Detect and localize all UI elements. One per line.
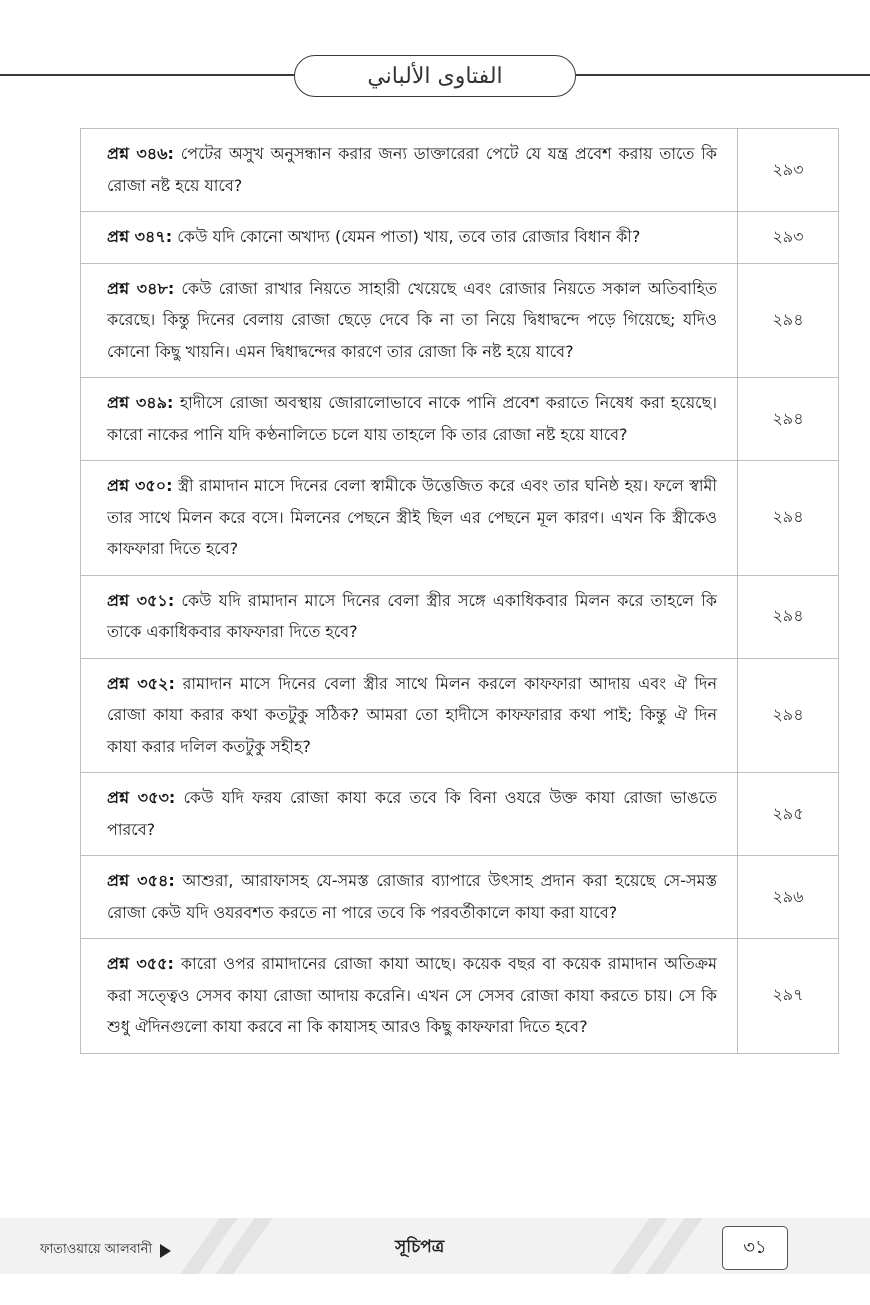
question-label: প্রশ্ন ৩৫৫: (107, 954, 174, 973)
footer-book-title-group (40, 1240, 171, 1261)
question-label: প্রশ্ন ৩৫৩: (107, 788, 176, 807)
page-footer (0, 1218, 870, 1288)
toc-page-cell: ২৯৪ (738, 378, 839, 461)
question-text: কেউ রোজা রাখার নিয়তে সাহারী খেয়েছে এবং রোজার নিয়তে সকাল অতিবাহিত করেছে। কিন্তু দিনের বেলায় রোজা ছেড়ে দেবে কি না তা নিয়ে দ্বিধাদ্বন্দে পড়ে গিয়েছে; যদিও কোনো কিছু খায়নি। এমন দ্বিধাদ্বন্দের কারণে তার রোজা কি নষ্ট হয়ে যাবে? (107, 278, 717, 361)
toc-question-cell (81, 212, 738, 264)
question-text: কেউ যদি কোনো অখাদ্য (যেমন পাতা) খায়, তবে তার রোজার বিধান কী? (177, 227, 641, 246)
toc-page-cell: ২৯৬ (738, 856, 839, 939)
question-text: হাদীসে রোজা অবস্থায় জোরালোভাবে নাকে পানি প্রবেশ করাতে নিষেধ করা হয়েছে। কারো নাকের পানি যদি কণ্ঠনালিতে চলে যায় তাহলে কি তার রোজা নষ্ট হয়ে যাবে? (107, 393, 717, 444)
toc-row (81, 939, 839, 1054)
question-label: প্রশ্ন ৩৪৮: (107, 278, 175, 298)
question-label: প্রশ্ন ৩৫২: (107, 673, 175, 693)
question-label: প্রশ্ন ৩৪৬: (107, 144, 174, 163)
question-text: কেউ যদি রামাদান মাসে দিনের বেলা স্ত্রীর সঙ্গে একাধিকবার মিলন করে তাহলে কি তাকে একাধিকবার কাফফারা দিতে হবে? (107, 590, 717, 641)
toc-page-cell: ২৯৩ (738, 212, 839, 264)
toc-question-cell (81, 773, 738, 856)
footer-book-title: ফাতাওয়ায়ে আলবানী (40, 1242, 153, 1257)
toc-question-cell (81, 378, 738, 461)
toc-question-cell (81, 575, 738, 658)
toc-page-cell: ২৯৭ (738, 939, 839, 1054)
footer-section-title: সূচিপত্র (395, 1237, 445, 1257)
play-arrow-icon (160, 1244, 171, 1258)
toc-row (81, 461, 839, 576)
toc-row (81, 129, 839, 212)
toc-page-cell: ২৯৩ (738, 129, 839, 212)
toc-question-cell (81, 263, 738, 378)
question-label: প্রশ্ন ৩৫১: (107, 590, 175, 610)
toc-question-cell (81, 939, 738, 1054)
header-rule-right (576, 74, 870, 76)
toc-question-cell (81, 461, 738, 576)
toc-page-cell: ২৯৪ (738, 658, 839, 773)
header-title: الفتاوى الألباني (367, 63, 503, 89)
question-text: পেটের অসুখ অনুসন্ধান করার জন্য ডাক্তারেরা পেটে যে যন্ত্র প্রবেশ করায় তাতে কি রোজা নষ্ট হয়ে যাবে? (107, 144, 717, 195)
toc-table (80, 128, 839, 1054)
question-label: প্রশ্ন ৩৪৭: (107, 227, 173, 246)
question-text: আশুরা, আরাফাসহ যে-সমস্ত রোজার ব্যাপারে উৎসাহ প্রদান করা হয়েছে সে-সমস্ত রোজা কেউ যদি ওযরবশত করতে না পারে তবে কি পরবর্তীকালে কাযা করা যাবে? (107, 871, 717, 922)
question-label: প্রশ্ন ৩৫০: (107, 476, 173, 495)
toc-page-cell: ২৯৪ (738, 263, 839, 378)
toc-page-cell: ২৯৫ (738, 773, 839, 856)
toc-question-cell (81, 856, 738, 939)
toc-row (81, 658, 839, 773)
toc-row (81, 575, 839, 658)
question-label: প্রশ্ন ৩৫৪: (107, 871, 175, 890)
toc-row (81, 212, 839, 264)
toc-row (81, 856, 839, 939)
toc-question-cell (81, 129, 738, 212)
toc-row (81, 263, 839, 378)
toc-row (81, 378, 839, 461)
question-label: প্রশ্ন ৩৪৯: (107, 393, 174, 412)
question-text: কেউ যদি ফরয রোজা কাযা করে তবে কি বিনা ওযরে উক্ত কাযা রোজা ভাঙতে পারবে? (107, 788, 718, 839)
header-badge (294, 55, 576, 97)
question-text: কারো ওপর রামাদানের রোজা কাযা আছে। কয়েক বছর বা কয়েক রামাদান অতিক্রম করা সত্ত্বেও সেসব কাযা রোজা আদায় করেনি। এখন সে সেসব রোজা কাযা করতে চায়। সে কি শুধু ঐদিনগুলো কাযা করবে না কি কাযাসহ আরও কিছু কাফফারা দিতে হবে? (107, 954, 717, 1036)
question-text: রামাদান মাসে দিনের বেলা স্ত্রীর সাথে মিলন করলে কাফফারা আদায় এবং ঐ দিন রোজা কাযা করার কথা কতটুকু সঠিক? আমরা তো হাদীসে কাফফারার কথা পাই; কিন্তু ঐ দিন কাযা করার দলিল কতটুকু সহীহ? (107, 673, 718, 756)
toc-row (81, 773, 839, 856)
toc-question-cell (81, 658, 738, 773)
page-number-box (722, 1226, 788, 1270)
header-rule-left (0, 74, 298, 76)
page-number: ৩১ (743, 1236, 767, 1258)
toc-page-cell: ২৯৪ (738, 461, 839, 576)
question-text: স্ত্রী রামাদান মাসে দিনের বেলা স্বামীকে উত্তেজিত করে এবং তার ঘনিষ্ঠ হয়। ফলে স্বামী তার সাথে মিলন করে বসে। মিলনের পেছনে স্ত্রীই ছিল এর পেছনে মূল কারণ। এখন কি স্ত্রীকেও কাফফারা দিতে হবে? (107, 476, 718, 558)
toc-page-cell: ২৯৪ (738, 575, 839, 658)
